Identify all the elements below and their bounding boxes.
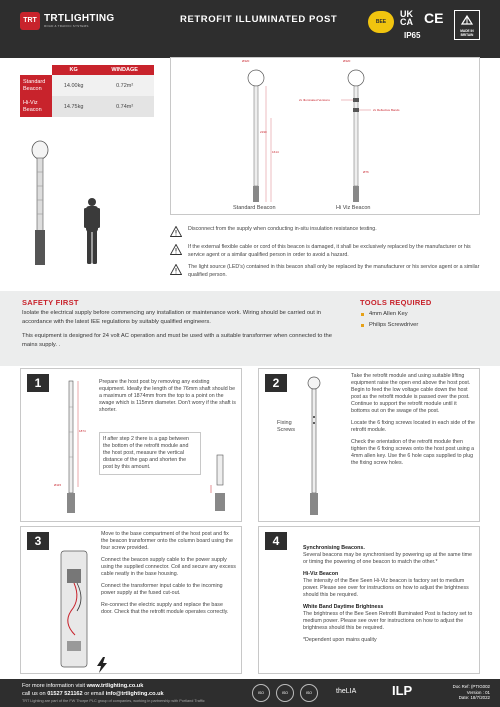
info-text: The intensity of the Bee Seen Hi-Viz beacon is factory set to medium power. Please see over for instructions on how to adjust the brightness should this be required. (303, 578, 469, 598)
info-text: The brightness of the Bee Seen Retrofit Illuminated Post is factory set to medium power. Please see over for instructions on how to adjust the brightness should this be required. (303, 611, 473, 631)
footer-text: For more information visit (22, 683, 87, 689)
dim-label: Ø320 (343, 59, 351, 63)
safety-paragraph: This equipment is designed for 24 volt AC operation and must be used with a suitable transformer when connected to the mains supply. . (22, 333, 332, 348)
iso-logo: ISO (276, 684, 294, 702)
header-bar (0, 0, 500, 58)
footer-text: call us on (22, 691, 48, 697)
retrofit-module-illustration (299, 373, 329, 519)
step-text (101, 531, 236, 621)
page-title: RETROFIT ILLUMINATED POST (180, 14, 338, 25)
made-in-britain-badge (454, 10, 480, 40)
host-post-illustration (56, 377, 86, 515)
caption-hi-viz-beacon: Hi Viz Beacon (336, 205, 371, 211)
row-label: Standard Beacon (20, 75, 52, 96)
iso-logo: ISO (300, 684, 318, 702)
cell-windage: 0.74m² (95, 96, 154, 117)
warning-icon (170, 244, 182, 255)
list-item: Philips Screwdriver (360, 320, 418, 331)
step-1-panel (20, 368, 242, 522)
ukca-mark: UK CA (400, 9, 413, 27)
lia-logo: theLIA (336, 688, 357, 695)
dim-label: 2190 (260, 130, 267, 134)
info-block (303, 571, 475, 599)
doc-date: Date: 18/7/2022 (458, 695, 490, 701)
phone-number[interactable]: 01527 521162 (47, 691, 83, 697)
logo-name: TRTLIGHTING (44, 13, 115, 24)
person-silhouette (84, 198, 100, 264)
doc-reference (430, 684, 490, 701)
union-mark-icon (460, 14, 474, 26)
lightning-icon (95, 657, 109, 673)
step-paragraph: Move to the base compartment of the host post and fix the beacon transformer onto the column board using the four screw provided. (101, 531, 233, 551)
footer-group-note: TRT Lighting are part of the FW Thorpe PLC group of companies, working in partnership with Portland Traffic (22, 699, 205, 703)
trt-logo (20, 12, 115, 30)
logo-tagline: ROAD & TRAFFIC SYSTEMS (44, 24, 89, 28)
gap-detail-illustration (205, 453, 235, 513)
base-compartment-illustration (51, 549, 101, 669)
iso-logo: ISO (252, 684, 270, 702)
step-paragraph: If after step 2 there is a gap between the bottom of the retrofit module and the host post, measure the vertical distance of the gap and shorten the post by this amount. (103, 436, 189, 470)
step-text (303, 545, 475, 649)
info-heading: White Band Daytime Brightness (303, 604, 384, 610)
scale-illustration (20, 120, 160, 270)
warning-text: If the external flexible cable or cord of this beacon is damaged, it shall be exclusively replaced by the manufacturer or his service agent or a similar qualified person in order to avoid a hazard. (188, 244, 471, 258)
table-row (20, 96, 154, 117)
weight-table (20, 65, 154, 117)
cell-kg: 14.75kg (52, 96, 95, 117)
caption-standard-beacon: Standard Beacon (233, 205, 276, 211)
step-number: 2 (265, 374, 287, 392)
info-block (303, 604, 475, 632)
col-header-kg: KG (52, 65, 95, 75)
dim-label: Ø76 (363, 170, 369, 174)
hi-viz-beacon-drawing (341, 70, 371, 202)
dim-label: 2x Reflective Bands (373, 108, 400, 112)
doc-ref: Doc Ref: (PTIG002 (452, 684, 490, 689)
fixing-screws-callout: Fixing Screws (277, 420, 296, 433)
step-text (351, 373, 476, 472)
warning-text: The light source (LED’s) contained in this beacon shall only be replaced by the manufacturer or his service agent or a similar qualified person. (188, 264, 480, 278)
safety-paragraph: Isolate the electrical supply before commencing any installation or maintenance work. Wiring should be carried out in accordance with the latest IEE regulations by suitably qualified engineers. (22, 310, 322, 325)
col-header-windage: WINDAGE (95, 65, 154, 75)
step-3-panel (20, 526, 242, 674)
footnote: *Dependent upon mains quality (303, 637, 377, 643)
step-paragraph: Prepare the host post by removing any existing equipment. Ideally the length of the 76mm shaft should be a maximum of 1874mm from the top to a point on the swage which is 115mm diameter. Don't worry if the shaft is shorter. (99, 379, 236, 413)
email-link[interactable]: info@trtlighting.co.uk (105, 691, 164, 697)
step-number: 4 (265, 532, 287, 550)
tools-heading: TOOLS REQUIRED (360, 298, 432, 307)
warning-text: Disconnect from the supply when conducting in-situ insulation resistance testing. (188, 226, 377, 232)
step-note-box (99, 432, 201, 475)
dimension-drawing-svg (171, 58, 481, 216)
info-heading: Hi-Viz Beacon (303, 571, 339, 577)
ilp-logo: ILP (392, 683, 413, 698)
info-heading: Synchronising Beacons. (303, 545, 365, 551)
standard-beacon-drawing (248, 70, 271, 202)
step-paragraph: Take the retrofit module and using suitable lifting equipment raise the open end above the host post. Begin to feed the low voltage cable down the host post as the retrofit module is passed over the post. Continue to support the retrofit module until it bottoms out on the swage of the post. (351, 373, 471, 414)
ce-mark: CE (424, 10, 444, 26)
made-in-britain-text: MADE IN BRITAIN (460, 29, 474, 37)
step-paragraph: Re-connect the electric supply and replace the base door. Check that the retrofit module operates correctly. (101, 602, 229, 615)
step-paragraph: Check the orientation of the retrofit module then tighten the 6 fixing screws onto the host post using a 4mm allen key. Use the 6 hole caps supplied to plug the fixing screw holes. (351, 439, 475, 466)
table-row (20, 75, 154, 96)
doc-version: Version : 01 (466, 689, 490, 695)
website-link[interactable]: www.trtlighting.co.uk (86, 683, 144, 689)
warning-icon (170, 226, 182, 237)
table-corner (20, 65, 52, 75)
post-illustration (32, 141, 48, 265)
bee-seen-badge: BEE (368, 11, 394, 33)
dim-label: 1874 (79, 429, 86, 433)
cell-kg: 14.00kg (52, 75, 95, 96)
tools-list (360, 309, 418, 331)
footer-text: or email (82, 691, 106, 697)
step-paragraph: Connect the transformer input cable to the incoming power supply at the fused cut-out. (101, 583, 223, 596)
dim-label: Ø115 (54, 483, 62, 487)
footer-line (22, 683, 143, 689)
step-paragraph: Locate the 6 fixing screws located in each side of the retrofit module. (351, 420, 475, 433)
step-4-panel (258, 526, 480, 674)
dim-label: 1614 (272, 150, 279, 154)
warning-icon (170, 264, 182, 275)
step-2-panel (258, 368, 480, 522)
step-number: 1 (27, 374, 49, 392)
info-block (303, 545, 475, 566)
safety-heading: SAFETY FIRST (22, 298, 79, 307)
step-text (99, 379, 237, 419)
ip-rating: IP65 (404, 31, 421, 40)
dimension-drawing (170, 57, 480, 215)
dim-label: Ø320 (242, 59, 250, 63)
footer-line (22, 691, 164, 697)
info-text: Several beacons may be synchronised by powering up at the same time or timing the powering of one beacon to match the other.* (303, 552, 473, 565)
list-item: 4mm Allen Key (360, 309, 418, 320)
cell-windage: 0.72m² (95, 75, 154, 96)
row-label: Hi-Viz Beacon (20, 96, 52, 117)
dim-label: 2x Illuminated Versions (299, 98, 330, 102)
logo-badge: TRT (20, 12, 40, 30)
step-paragraph: Connect the beacon supply cable to the power supply using the supplied connector. Coil and secure any excess cable neatly in the base housing. (101, 557, 236, 577)
step-number: 3 (27, 532, 49, 550)
